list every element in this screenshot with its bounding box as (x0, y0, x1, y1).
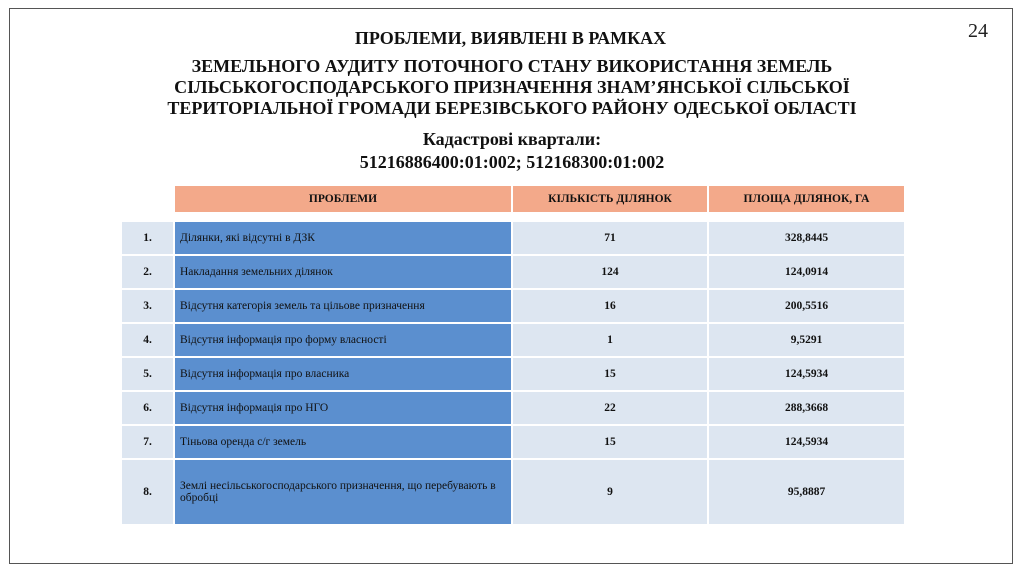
table-row (122, 290, 904, 322)
row-problem: Відсутня інформація про власника (175, 358, 511, 390)
row-problem: Накладання земельних ділянок (175, 256, 511, 288)
row-problem: Землі несільськогосподарського призначення, що перебувають в обробці (175, 460, 511, 524)
problems-table (120, 184, 906, 526)
row-number: 6. (122, 392, 173, 424)
table-row (122, 358, 904, 390)
cadastral-label: Кадастрові квартали: (422, 129, 602, 149)
row-area: 328,8445 (709, 222, 904, 254)
slide-title-line-3: СІЛЬСЬКОГОСПОДАРСЬКОГО ПРИЗНАЧЕННЯ ЗНАМ’ЯНСЬКОЇ СІЛЬСЬКОЇ (174, 77, 850, 97)
slide-title-line-4: ТЕРИТОРІАЛЬНОЇ ГРОМАДИ БЕРЕЗІВСЬКОГО РАЙОНУ ОДЕСЬКОЇ ОБЛАСТІ (167, 98, 857, 118)
header-problems: ПРОБЛЕМИ (175, 186, 511, 212)
row-count: 22 (513, 392, 707, 424)
cadastral-values: 51216886400:01:002; 512168300:01:002 (359, 152, 665, 172)
table-row (122, 426, 904, 458)
row-count: 124 (513, 256, 707, 288)
row-area: 95,8887 (709, 460, 904, 524)
row-area: 124,5934 (709, 358, 904, 390)
row-area: 288,3668 (709, 392, 904, 424)
row-problem: Відсутня категорія земель та цільове призначення (175, 290, 511, 322)
row-number: 8. (122, 460, 173, 524)
page-number: 24 (968, 20, 988, 42)
row-problem: Відсутня інформація про форму власності (175, 324, 511, 356)
row-count: 15 (513, 426, 707, 458)
row-count: 15 (513, 358, 707, 390)
problems-table-wrap (120, 184, 906, 526)
row-number: 5. (122, 358, 173, 390)
row-area: 124,5934 (709, 426, 904, 458)
row-problem: Тіньова оренда с/г земель (175, 426, 511, 458)
row-count: 16 (513, 290, 707, 322)
table-row (122, 222, 904, 254)
header-count: КІЛЬКІСТЬ ДІЛЯНОК (513, 186, 707, 212)
row-count: 1 (513, 324, 707, 356)
table-row (122, 392, 904, 424)
row-problem: Ділянки, які відсутні в ДЗК (175, 222, 511, 254)
row-area: 200,5516 (709, 290, 904, 322)
row-number: 2. (122, 256, 173, 288)
row-count: 71 (513, 222, 707, 254)
row-area: 124,0914 (709, 256, 904, 288)
header-blank-cell (122, 186, 173, 212)
header-gap (122, 214, 904, 220)
row-count: 9 (513, 460, 707, 524)
row-problem: Відсутня інформація про НГО (175, 392, 511, 424)
slide-title-line-2: ЗЕМЕЛЬНОГО АУДИТУ ПОТОЧНОГО СТАНУ ВИКОРИСТАННЯ ЗЕМЕЛЬ (191, 56, 833, 76)
table-row (122, 324, 904, 356)
slide-title-line-1: ПРОБЛЕМИ, ВИЯВЛЕНІ В РАМКАХ (354, 28, 667, 48)
table-row (122, 256, 904, 288)
header-area: ПЛОЩА ДІЛЯНОК, ГА (709, 186, 904, 212)
slide-title (0, 56, 1024, 119)
table-row (122, 460, 904, 524)
row-number: 7. (122, 426, 173, 458)
row-number: 1. (122, 222, 173, 254)
table-header-row (122, 186, 904, 212)
row-number: 4. (122, 324, 173, 356)
row-area: 9,5291 (709, 324, 904, 356)
row-number: 3. (122, 290, 173, 322)
cadastral-info (0, 128, 1024, 174)
